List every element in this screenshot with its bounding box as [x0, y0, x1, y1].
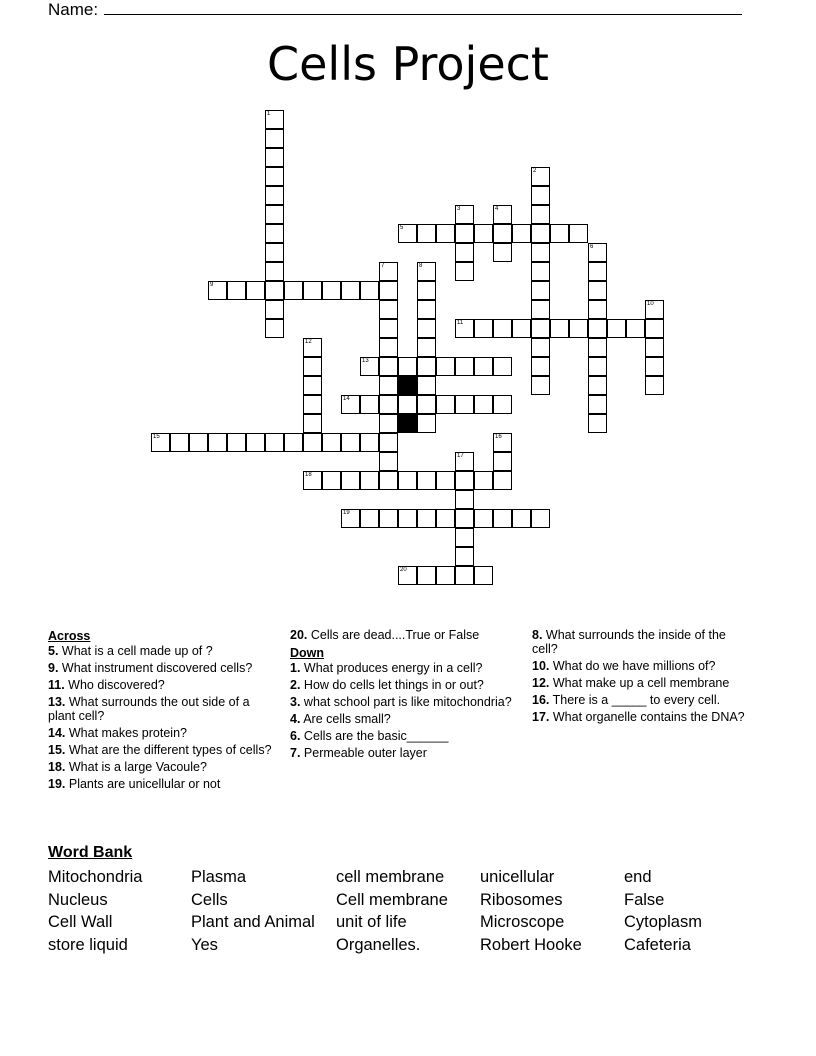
clue-number: 14.	[48, 726, 66, 740]
crossword-cell[interactable]	[341, 433, 360, 452]
word-bank-item: cell membrane	[336, 868, 445, 886]
crossword-cell[interactable]	[379, 395, 398, 414]
word-bank-item: Cells	[191, 890, 228, 909]
clue-number: 12.	[532, 676, 550, 690]
crossword-cell[interactable]	[455, 243, 474, 262]
crossword-cell[interactable]	[360, 395, 379, 414]
clue-number: 9	[210, 282, 214, 288]
crossword-cell[interactable]	[512, 319, 531, 338]
crossword-cell[interactable]	[455, 490, 474, 509]
clue-text: There is a _____ to every cell.	[549, 693, 721, 707]
down-clue	[290, 746, 518, 760]
crossword-cell[interactable]	[417, 281, 436, 300]
crossword-cell[interactable]	[379, 357, 398, 376]
across-clue	[290, 628, 518, 642]
clue-number: 17.	[532, 710, 550, 724]
crossword-cell[interactable]	[265, 243, 284, 262]
crossword-cell[interactable]	[588, 300, 607, 319]
crossword-cell[interactable]	[512, 224, 531, 243]
crossword-cell[interactable]	[265, 205, 284, 224]
word-bank-item: unicellular	[480, 868, 555, 886]
crossword-cell[interactable]	[436, 224, 455, 243]
clue-text: Cells are dead....True or False	[307, 628, 480, 642]
crossword-cell[interactable]	[417, 414, 436, 433]
crossword-cell[interactable]	[626, 319, 645, 338]
crossword-cell[interactable]	[360, 471, 379, 490]
clue-number: 20	[400, 567, 407, 573]
clue-number: 13.	[48, 695, 66, 709]
crossword-cell[interactable]	[360, 509, 379, 528]
crossword-cell[interactable]	[455, 509, 474, 528]
clue-number: 6	[590, 244, 594, 250]
clue-number: 10.	[532, 659, 550, 673]
clue-number: 2.	[290, 678, 301, 692]
clues-column-3	[532, 628, 752, 727]
crossword-cell[interactable]	[379, 414, 398, 433]
crossword-cell[interactable]	[645, 357, 664, 376]
crossword-cell[interactable]	[284, 433, 303, 452]
crossword-cell[interactable]	[474, 509, 493, 528]
crossword-cell[interactable]	[474, 357, 493, 376]
word-bank-item: Plasma	[191, 868, 247, 886]
word-bank-item: Plant and Animal	[191, 913, 315, 931]
crossword-cell[interactable]	[322, 281, 341, 300]
clue-number: 19.	[48, 777, 66, 791]
across-clue	[48, 644, 276, 658]
clue-number: 18	[305, 472, 312, 478]
crossword-cell[interactable]	[189, 433, 208, 452]
crossword-cell[interactable]	[265, 262, 284, 281]
crossword-cell[interactable]	[436, 395, 455, 414]
word-bank-item: Cell membrane	[336, 890, 448, 909]
crossword-cell[interactable]	[550, 319, 569, 338]
clue-number: 1	[267, 111, 271, 117]
crossword-cell[interactable]	[303, 376, 322, 395]
across-clue	[48, 760, 276, 774]
word-bank-item: Robert Hooke	[480, 935, 582, 954]
crossword-cell[interactable]	[265, 224, 284, 243]
crossword-cell[interactable]	[493, 471, 512, 490]
word-bank-item: Organelles.	[336, 935, 421, 954]
crossword-cell[interactable]	[531, 319, 550, 338]
crossword-cell[interactable]	[265, 300, 284, 319]
clue-text: What is a cell made up of ?	[58, 644, 213, 658]
crossword-cell[interactable]	[398, 509, 417, 528]
clue-text: What do we have millions of?	[549, 659, 716, 673]
across-clue	[48, 777, 276, 791]
crossword-cell[interactable]	[436, 471, 455, 490]
crossword-cell[interactable]	[588, 319, 607, 338]
down-clues-b	[532, 628, 752, 724]
down-clue	[532, 676, 752, 690]
crossword-cell[interactable]	[455, 319, 474, 338]
clue-text: what school part is like mitochondria?	[300, 695, 512, 709]
crossword-cell[interactable]	[265, 433, 284, 452]
crossword-cell[interactable]	[588, 376, 607, 395]
crossword-cell[interactable]	[531, 300, 550, 319]
crossword-cell[interactable]	[455, 471, 474, 490]
word-bank-item: Yes	[191, 935, 218, 954]
crossword-cell[interactable]	[398, 471, 417, 490]
across-clue	[48, 726, 276, 740]
crossword-cell[interactable]	[455, 528, 474, 547]
clue-text: Who discovered?	[64, 678, 165, 692]
crossword-cell[interactable]	[436, 509, 455, 528]
crossword-cell[interactable]	[455, 547, 474, 566]
crossword-cell[interactable]	[588, 357, 607, 376]
crossword-cell[interactable]	[607, 319, 626, 338]
clue-number: 4.	[290, 712, 301, 726]
crossword-cell[interactable]	[398, 224, 417, 243]
crossword-cell[interactable]	[284, 281, 303, 300]
crossword-cell[interactable]	[379, 300, 398, 319]
crossword-cell[interactable]	[417, 224, 436, 243]
clue-number: 6.	[290, 729, 301, 743]
black-square	[398, 414, 417, 433]
crossword-cell[interactable]	[645, 338, 664, 357]
clues-column-2	[290, 628, 518, 763]
word-bank-item: unit of life	[336, 913, 407, 931]
clue-number: 8.	[532, 628, 543, 642]
crossword-cell[interactable]	[265, 186, 284, 205]
clue-number: 2	[533, 168, 537, 174]
crossword-cell[interactable]	[645, 300, 664, 319]
crossword-cell[interactable]	[455, 224, 474, 243]
across-clue	[48, 678, 276, 692]
crossword-cell[interactable]	[531, 376, 550, 395]
clue-number: 1.	[290, 661, 301, 675]
clue-number: 7	[381, 263, 385, 269]
crossword-cell[interactable]	[417, 509, 436, 528]
crossword-cell[interactable]	[493, 224, 512, 243]
crossword-cell[interactable]	[360, 357, 379, 376]
clues-column-1	[48, 628, 276, 794]
crossword-cell[interactable]	[379, 338, 398, 357]
across-clues-a	[48, 644, 276, 791]
clue-text: What are the different types of cells?	[65, 743, 272, 757]
crossword-cell[interactable]	[455, 566, 474, 585]
crossword-cell[interactable]	[436, 357, 455, 376]
across-clue	[48, 695, 276, 723]
down-clue	[532, 710, 752, 724]
crossword-cell[interactable]	[170, 433, 189, 452]
clue-number: 20.	[290, 628, 308, 642]
crossword-cell[interactable]	[303, 433, 322, 452]
crossword-cell[interactable]	[303, 281, 322, 300]
crossword-cell[interactable]	[588, 395, 607, 414]
crossword-cell[interactable]	[512, 509, 531, 528]
clue-number: 13	[362, 358, 369, 364]
crossword-cell[interactable]	[265, 319, 284, 338]
crossword-cell[interactable]	[379, 509, 398, 528]
clue-number: 19	[343, 510, 350, 516]
crossword-cell[interactable]	[493, 243, 512, 262]
crossword-cell[interactable]	[588, 338, 607, 357]
clue-text: What surrounds the out side of a plant cell?	[48, 695, 250, 723]
word-bank-item: Cell Wall	[48, 913, 113, 931]
down-clue	[290, 678, 518, 692]
crossword-cell[interactable]	[303, 338, 322, 357]
crossword-cell[interactable]	[474, 471, 493, 490]
crossword-cell[interactable]	[493, 319, 512, 338]
crossword-cell[interactable]	[531, 338, 550, 357]
down-heading: Down	[290, 646, 325, 660]
crossword-cell[interactable]	[550, 224, 569, 243]
clue-text: What make up a cell membrane	[549, 676, 730, 690]
clue-number: 10	[647, 301, 654, 307]
crossword-cell[interactable]	[151, 433, 170, 452]
crossword-cell[interactable]	[379, 471, 398, 490]
clue-number: 11	[457, 320, 464, 326]
word-bank-item: Mitochondria	[48, 868, 143, 886]
clue-number: 12	[305, 339, 312, 345]
crossword-cell[interactable]	[474, 566, 493, 585]
crossword-cell[interactable]	[455, 452, 474, 471]
crossword-cell[interactable]	[398, 357, 417, 376]
word-bank-item: Ribosomes	[480, 890, 563, 909]
down-clues-a	[290, 661, 518, 760]
crossword-cell[interactable]	[303, 414, 322, 433]
crossword-cell[interactable]	[379, 452, 398, 471]
crossword-cell[interactable]	[645, 319, 664, 338]
crossword-cell[interactable]	[303, 471, 322, 490]
clue-number: 14	[343, 396, 350, 402]
crossword-cell[interactable]	[360, 281, 379, 300]
crossword-cell[interactable]	[227, 281, 246, 300]
crossword-cell[interactable]	[455, 262, 474, 281]
crossword-cell[interactable]	[417, 471, 436, 490]
clue-number: 5.	[48, 644, 59, 658]
down-clue	[290, 729, 518, 743]
black-square	[398, 376, 417, 395]
clues-section	[48, 628, 768, 838]
crossword-cell[interactable]	[569, 224, 588, 243]
down-clue	[532, 659, 752, 673]
crossword-cell[interactable]	[588, 262, 607, 281]
crossword-cell[interactable]	[531, 509, 550, 528]
down-clue	[532, 693, 752, 707]
clue-text: How do cells let things in or out?	[300, 678, 484, 692]
crossword-cell[interactable]	[493, 452, 512, 471]
crossword-cell[interactable]	[360, 433, 379, 452]
word-bank-item: False	[624, 890, 665, 909]
crossword-cell[interactable]	[417, 300, 436, 319]
crossword-cell[interactable]	[455, 205, 474, 224]
crossword-cell[interactable]	[531, 262, 550, 281]
clue-number: 15	[153, 434, 160, 440]
crossword-cell[interactable]	[417, 319, 436, 338]
crossword-cell[interactable]	[379, 262, 398, 281]
crossword-cell[interactable]	[493, 357, 512, 376]
clue-text: Cells are the basic______	[300, 729, 449, 743]
crossword-cell[interactable]	[379, 433, 398, 452]
crossword-cell[interactable]	[265, 110, 284, 129]
down-clue	[290, 661, 518, 675]
clue-text: What is a large Vacoule?	[65, 760, 207, 774]
across-heading: Across	[48, 629, 91, 643]
clue-text: Are cells small?	[300, 712, 391, 726]
crossword-cell[interactable]	[417, 357, 436, 376]
word-bank-item: Nucleus	[48, 890, 108, 909]
down-clue	[532, 628, 752, 656]
crossword-cell[interactable]	[474, 224, 493, 243]
clue-text: Permeable outer layer	[300, 746, 427, 760]
crossword-cell[interactable]	[645, 376, 664, 395]
crossword-cell[interactable]	[246, 433, 265, 452]
clue-number: 3.	[290, 695, 301, 709]
crossword-cell[interactable]	[417, 262, 436, 281]
clue-number: 5	[400, 225, 404, 231]
crossword-cell[interactable]	[417, 338, 436, 357]
crossword-cell[interactable]	[531, 186, 550, 205]
crossword-cell[interactable]	[493, 395, 512, 414]
crossword-cell[interactable]	[322, 433, 341, 452]
crossword-cell[interactable]	[265, 167, 284, 186]
clue-text: What produces energy in a cell?	[300, 661, 483, 675]
crossword-cell[interactable]	[208, 433, 227, 452]
crossword-cell[interactable]	[303, 395, 322, 414]
clue-number: 15.	[48, 743, 66, 757]
crossword-cell[interactable]	[341, 509, 360, 528]
crossword-cell[interactable]	[322, 471, 341, 490]
crossword-cell[interactable]	[341, 395, 360, 414]
crossword-cell[interactable]	[531, 357, 550, 376]
crossword-cell[interactable]	[265, 129, 284, 148]
clue-number: 11.	[48, 678, 65, 692]
crossword-cell[interactable]	[417, 376, 436, 395]
crossword-cell[interactable]	[474, 395, 493, 414]
clue-number: 16.	[532, 693, 550, 707]
crossword-cell[interactable]	[379, 319, 398, 338]
word-bank-item: end	[624, 868, 652, 886]
word-bank-item: store liquid	[48, 935, 128, 954]
word-bank-item: Cytoplasm	[624, 913, 702, 931]
crossword-cell[interactable]	[531, 243, 550, 262]
word-bank-item: Microscope	[480, 913, 565, 931]
clue-text: Plants are unicellular or not	[65, 777, 221, 791]
word-bank-item: Cafeteria	[624, 935, 691, 954]
crossword-cell[interactable]	[436, 566, 455, 585]
crossword-cell[interactable]	[208, 281, 227, 300]
clue-number: 4	[495, 206, 499, 212]
across-clues-b	[290, 628, 518, 642]
clue-text: What surrounds the inside of the cell?	[532, 628, 726, 656]
crossword-cell[interactable]	[531, 205, 550, 224]
crossword-cell[interactable]	[265, 281, 284, 300]
crossword-cell[interactable]	[455, 395, 474, 414]
name-label: Name:	[48, 0, 99, 19]
clue-number: 7.	[290, 746, 301, 760]
clue-number: 3	[457, 206, 461, 212]
crossword-cell[interactable]	[588, 281, 607, 300]
crossword-cell[interactable]	[417, 395, 436, 414]
crossword-cell[interactable]	[493, 205, 512, 224]
crossword-cell[interactable]	[493, 433, 512, 452]
clue-text: What instrument discovered cells?	[58, 661, 253, 675]
crossword-cell[interactable]	[455, 357, 474, 376]
crossword-cell[interactable]	[588, 414, 607, 433]
crossword-cell[interactable]	[227, 433, 246, 452]
word-bank-title: Word Bank	[48, 844, 133, 861]
crossword-cell[interactable]	[341, 471, 360, 490]
crossword-cell[interactable]	[588, 243, 607, 262]
clue-number: 17	[457, 453, 464, 459]
crossword-cell[interactable]	[531, 224, 550, 243]
crossword-cell[interactable]	[493, 509, 512, 528]
clue-text: What organelle contains the DNA?	[549, 710, 745, 724]
crossword-cell[interactable]	[398, 566, 417, 585]
clue-text: What makes protein?	[65, 726, 187, 740]
clue-number: 16	[495, 434, 502, 440]
crossword-cell[interactable]	[417, 566, 436, 585]
down-clue	[290, 695, 518, 709]
crossword-cell[interactable]	[303, 357, 322, 376]
crossword-cell[interactable]	[531, 281, 550, 300]
crossword-cell[interactable]	[265, 148, 284, 167]
crossword-cell[interactable]	[379, 376, 398, 395]
clue-number: 9.	[48, 661, 59, 675]
crossword-cell[interactable]	[531, 167, 550, 186]
clue-number: 8	[419, 263, 423, 269]
clue-number: 18.	[48, 760, 66, 774]
crossword-cell[interactable]	[398, 395, 417, 414]
crossword-cell[interactable]	[474, 319, 493, 338]
crossword-cell[interactable]	[341, 281, 360, 300]
down-clue	[290, 712, 518, 726]
crossword-cell[interactable]	[246, 281, 265, 300]
crossword-cell[interactable]	[569, 319, 588, 338]
across-clue	[48, 661, 276, 675]
across-clue	[48, 743, 276, 757]
page-title: Cells Project	[267, 37, 549, 91]
crossword-cell[interactable]	[379, 281, 398, 300]
